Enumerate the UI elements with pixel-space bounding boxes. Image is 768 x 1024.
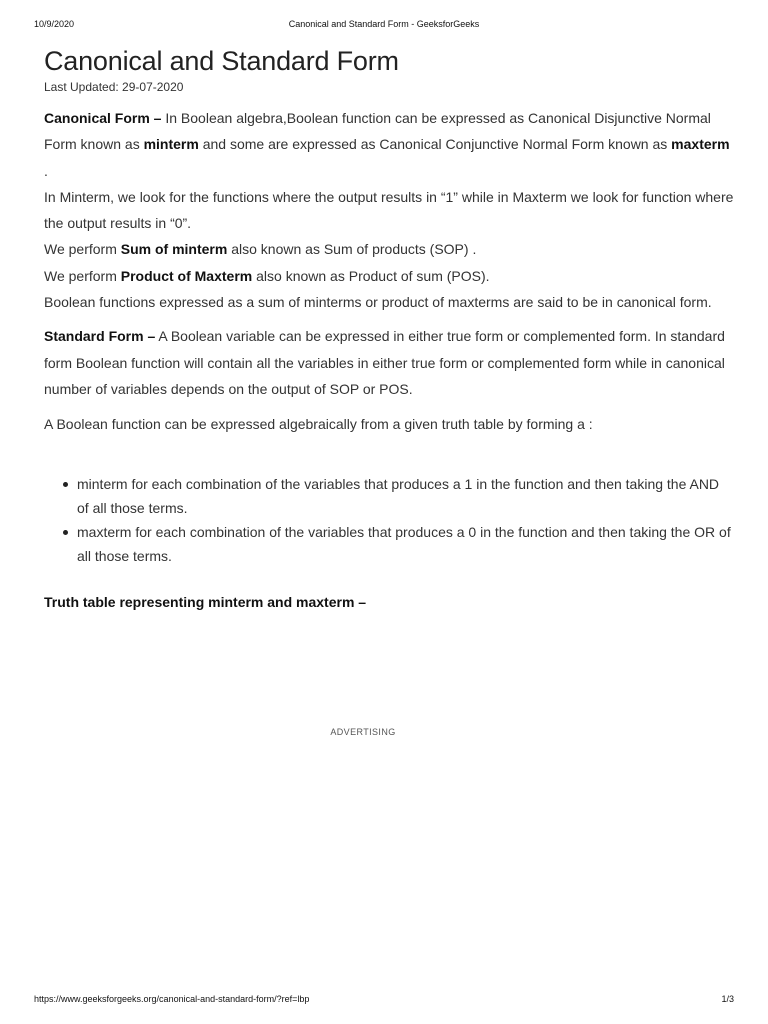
minterm-term: minterm bbox=[143, 136, 199, 153]
article-title: Canonical and Standard Form bbox=[44, 46, 399, 76]
standard-form-text: A Boolean variable can be expressed in either true form or complemented form. In standard form Boolean function will contain all the variables in either true form or complemented form while in canonical number of variables depends on the output of SOP or POS. bbox=[44, 328, 725, 397]
maxterm-term: maxterm bbox=[671, 136, 730, 153]
canonical-definition: Boolean functions expressed as a sum of minterms or product of maxterms are said to be in canonical form. bbox=[44, 294, 712, 311]
last-updated: Last Updated: 29-07-2020 bbox=[44, 80, 184, 94]
expression-methods-list bbox=[44, 472, 734, 568]
canonical-form-label: Canonical Form – bbox=[44, 110, 162, 126]
advertising-label: ADVERTISING bbox=[330, 727, 396, 737]
list-item: minterm for each combination of the variables that produces a 1 in the function and then taking the AND of all those terms. bbox=[77, 472, 734, 520]
minterm-maxterm-explanation: In Minterm, we look for the functions where the output results in “1” while in Maxterm we look for function where the output results in “0”. bbox=[44, 188, 734, 232]
pos-suffix: also known as Product of sum (POS). bbox=[252, 267, 490, 284]
print-footer bbox=[34, 994, 734, 1008]
product-of-maxterm-term: Product of Maxterm bbox=[120, 267, 253, 284]
print-date: 10/9/2020 bbox=[34, 19, 75, 29]
print-page-title: Canonical and Standard Form - GeeksforGeeks bbox=[288, 19, 480, 29]
article-content bbox=[44, 44, 734, 612]
pos-prefix: We perform bbox=[44, 267, 121, 284]
standard-form-label: Standard Form – bbox=[44, 328, 156, 345]
sop-suffix: also known as Sum of products (SOP) . bbox=[227, 241, 477, 258]
print-header bbox=[34, 19, 734, 33]
truth-table-heading: Truth table representing minterm and maxterm – bbox=[44, 593, 367, 610]
canonical-text-2: and some are expressed as Canonical Conjunctive Normal Form known as bbox=[198, 136, 672, 153]
sum-of-minterm-term: Sum of minterm bbox=[120, 241, 228, 258]
canonical-text-1: In Boolean algebra,Boolean function can be expressed as Canonical Disjunctive Normal Form known as bbox=[44, 110, 711, 153]
canonical-form-paragraph bbox=[44, 105, 734, 315]
list-item: maxterm for each combination of the variables that produces a 0 in the function and then taking the OR of all those terms. bbox=[77, 520, 734, 568]
standard-form-paragraph bbox=[44, 323, 734, 402]
sop-prefix: We perform bbox=[44, 241, 121, 258]
page-url[interactable]: https://www.geeksforgeeks.org/canonical-and-standard-form/?ref=lbp bbox=[34, 994, 310, 1004]
canonical-text-3: . bbox=[44, 162, 48, 179]
page-number: 1/3 bbox=[721, 994, 734, 1004]
truth-table-intro: A Boolean function can be expressed algebraically from a given truth table by forming a : bbox=[44, 416, 593, 433]
